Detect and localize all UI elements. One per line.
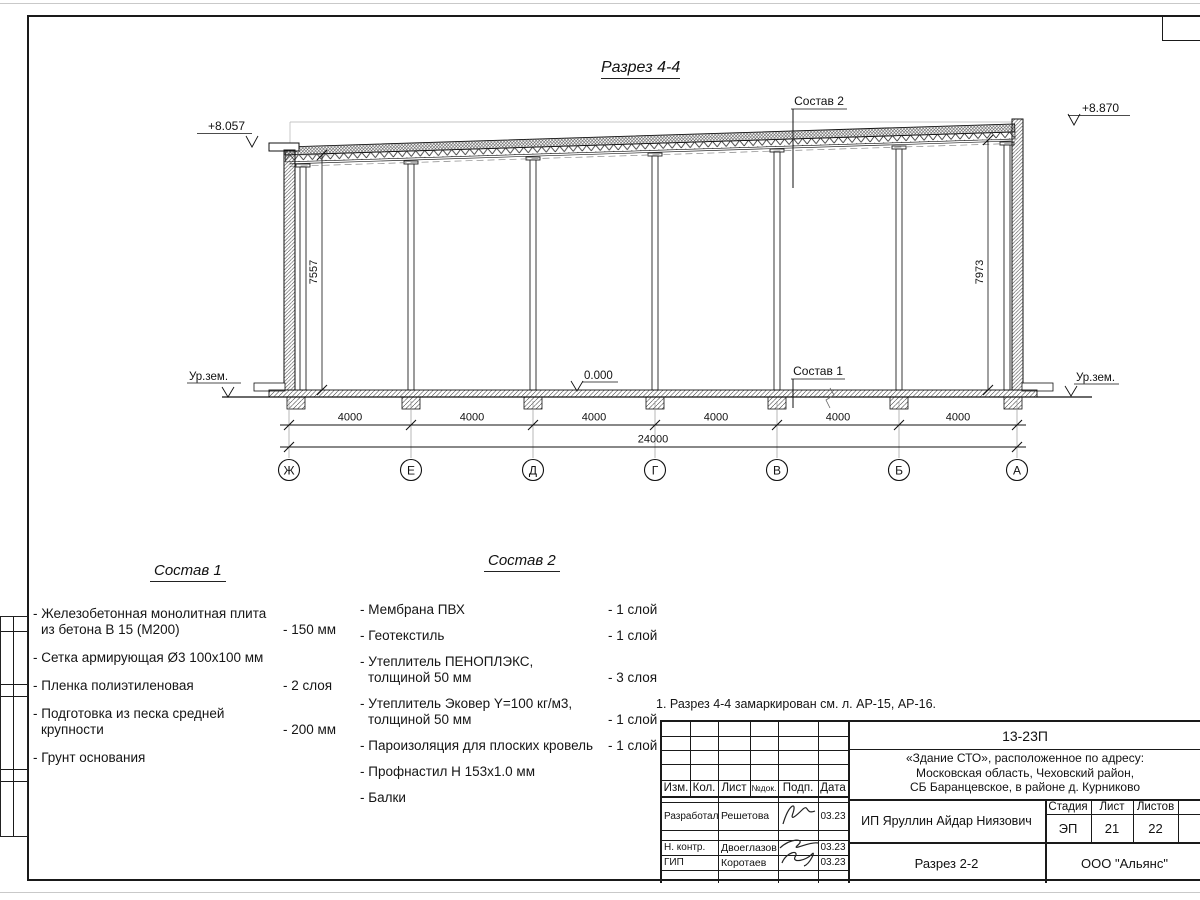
tb-name: Решетова xyxy=(721,810,770,822)
tb-date: 03.23 xyxy=(820,810,846,822)
margin-line xyxy=(13,617,14,836)
dim-spans xyxy=(280,412,1026,431)
margin-line xyxy=(1,781,27,782)
footings xyxy=(287,397,1022,409)
tb-col-data: Дата xyxy=(820,782,846,794)
tb-sheet-label: Лист xyxy=(1099,800,1125,813)
dim-total xyxy=(280,434,1026,453)
tb-sheet-title: Разрез 2-2 xyxy=(914,856,979,871)
tb-name: Коротаев xyxy=(721,856,767,869)
list-item: - Пленка полиэтиленовая - 2 слоя xyxy=(33,678,333,693)
margin-line xyxy=(1,769,27,770)
svg-text:А: А xyxy=(1012,463,1022,478)
tb-role: Н. контр. xyxy=(664,842,706,853)
signature xyxy=(780,800,818,830)
elevation-right xyxy=(1068,101,1130,125)
margin-line xyxy=(1,684,27,685)
tb-col-podp: Подп. xyxy=(782,782,814,794)
tb-sheets-value: 22 xyxy=(1148,820,1163,836)
tb-date: 03.23 xyxy=(820,857,846,868)
svg-text:7973: 7973 xyxy=(974,259,986,285)
tb-project: «Здание СТО», расположенное по адресу: Московская область, Чеховский район, СБ Баранцевское, в районе д. Курниково xyxy=(905,751,1145,794)
svg-text:Г: Г xyxy=(651,463,659,478)
svg-text:0.000: 0.000 xyxy=(584,370,613,382)
tb-sheets-label: Листов xyxy=(1136,800,1175,813)
svg-text:Ж: Ж xyxy=(283,463,295,478)
axis-bubbles xyxy=(279,460,1028,481)
tb-name: Двоеглазов xyxy=(721,841,777,854)
tb-stage-value: ЭП xyxy=(1058,820,1078,836)
list-item: - Грунт основания xyxy=(33,750,146,765)
floor-slab xyxy=(269,390,1037,397)
wall-left xyxy=(284,150,295,390)
svg-text:4000: 4000 xyxy=(945,411,971,424)
svg-text:Ур.зем.: Ур.зем. xyxy=(1076,372,1116,384)
ground-level-left xyxy=(187,371,241,397)
svg-text:4000: 4000 xyxy=(581,411,607,424)
svg-text:Ур.зем.: Ур.зем. xyxy=(189,371,229,383)
svg-text:4000: 4000 xyxy=(337,411,363,424)
tb-col-kol: Кол. xyxy=(692,782,716,794)
tb-stage-label: Стадия xyxy=(1048,800,1088,813)
svg-text:24000: 24000 xyxy=(637,433,669,446)
tb-line xyxy=(848,749,1200,750)
list-item: - Утеплитель ПЕНОПЛЭКС, толщиной 50 мм - 3 слоя xyxy=(360,654,658,685)
tb-line xyxy=(662,796,848,798)
list-item: - Подготовка из песка средней крупности - 200 мм xyxy=(33,706,337,737)
tb-line xyxy=(662,736,848,737)
tb-line xyxy=(1178,799,1179,842)
elevation-left xyxy=(197,119,258,147)
tb-role: ГИП xyxy=(664,857,684,868)
svg-text:4000: 4000 xyxy=(825,411,851,424)
svg-text:В: В xyxy=(772,463,782,478)
tb-col-ndok: №док. xyxy=(751,783,777,793)
svg-text:7557: 7557 xyxy=(308,259,320,285)
svg-text:4000: 4000 xyxy=(703,411,729,424)
sostav2-heading: Состав 2 xyxy=(484,552,560,572)
svg-text:4000: 4000 xyxy=(459,411,485,424)
tb-line xyxy=(662,830,848,831)
list-item: - Железобетонная монолитная плита из бетона В 15 (М200) - 150 мм xyxy=(33,606,337,637)
svg-text:Состав 2: Состав 2 xyxy=(794,94,844,108)
axis-extension-lines xyxy=(289,401,1017,458)
drawing-title: Разрез 4-4 xyxy=(601,59,680,79)
tb-role: Разработал xyxy=(664,810,719,822)
tb-line xyxy=(662,870,848,871)
margin-line xyxy=(1,631,27,632)
svg-text:+8.057: +8.057 xyxy=(207,119,245,133)
tb-company: ООО "Альянс" xyxy=(1081,856,1168,871)
title-block xyxy=(660,720,1200,883)
sheet-note: 1. Разрез 4-4 замаркирован см. л. АР-15, АР-16. xyxy=(656,697,937,711)
list-item: - Геотекстиль - 1 слой xyxy=(360,628,658,643)
tb-date: 03.23 xyxy=(820,842,846,853)
list-item: - Профнастил Н 153х1.0 мм xyxy=(360,764,535,779)
tb-col-list: Лист xyxy=(721,782,747,794)
leader-sostav1 xyxy=(791,364,845,408)
svg-text:Д: Д xyxy=(528,463,538,478)
list-item: - Утеплитель Эковер Y=100 кг/м3, толщиной 50 мм - 1 слой xyxy=(360,696,658,727)
svg-text:Б: Б xyxy=(895,463,903,478)
list-item: - Мембрана ПВХ - 1 слой xyxy=(360,602,658,617)
tb-doc-number: 13-23П xyxy=(1002,727,1048,744)
tb-col-izm: Изм. xyxy=(663,782,689,794)
signature xyxy=(776,836,822,870)
tb-line xyxy=(662,750,848,751)
elevation-zero xyxy=(571,370,618,391)
list-item: - Балки xyxy=(360,790,406,805)
tb-sheet-value: 21 xyxy=(1104,820,1120,836)
paper-edge-bottom xyxy=(0,892,1200,893)
columns xyxy=(296,142,1014,390)
tb-client: ИП Яруллин Айдар Ниязович xyxy=(861,813,1032,828)
sostav1-list xyxy=(33,606,353,778)
margin-stamp-boxes xyxy=(0,616,28,837)
sostav1-heading: Состав 1 xyxy=(150,562,226,582)
roof-assembly xyxy=(285,124,1015,167)
list-item: - Пароизоляция для плоских кровель - 1 слой xyxy=(360,738,658,753)
list-item: - Сетка армирующая Ø3 100х100 мм xyxy=(33,650,264,665)
wall-right xyxy=(1012,119,1023,390)
svg-text:Состав 1: Состав 1 xyxy=(793,364,843,378)
svg-text:+8.870: +8.870 xyxy=(1082,101,1120,115)
margin-line xyxy=(1,696,27,697)
sostav2-list xyxy=(360,602,680,816)
svg-text:Е: Е xyxy=(406,463,416,478)
tb-line xyxy=(662,764,848,765)
ground-level-right xyxy=(1065,372,1119,396)
